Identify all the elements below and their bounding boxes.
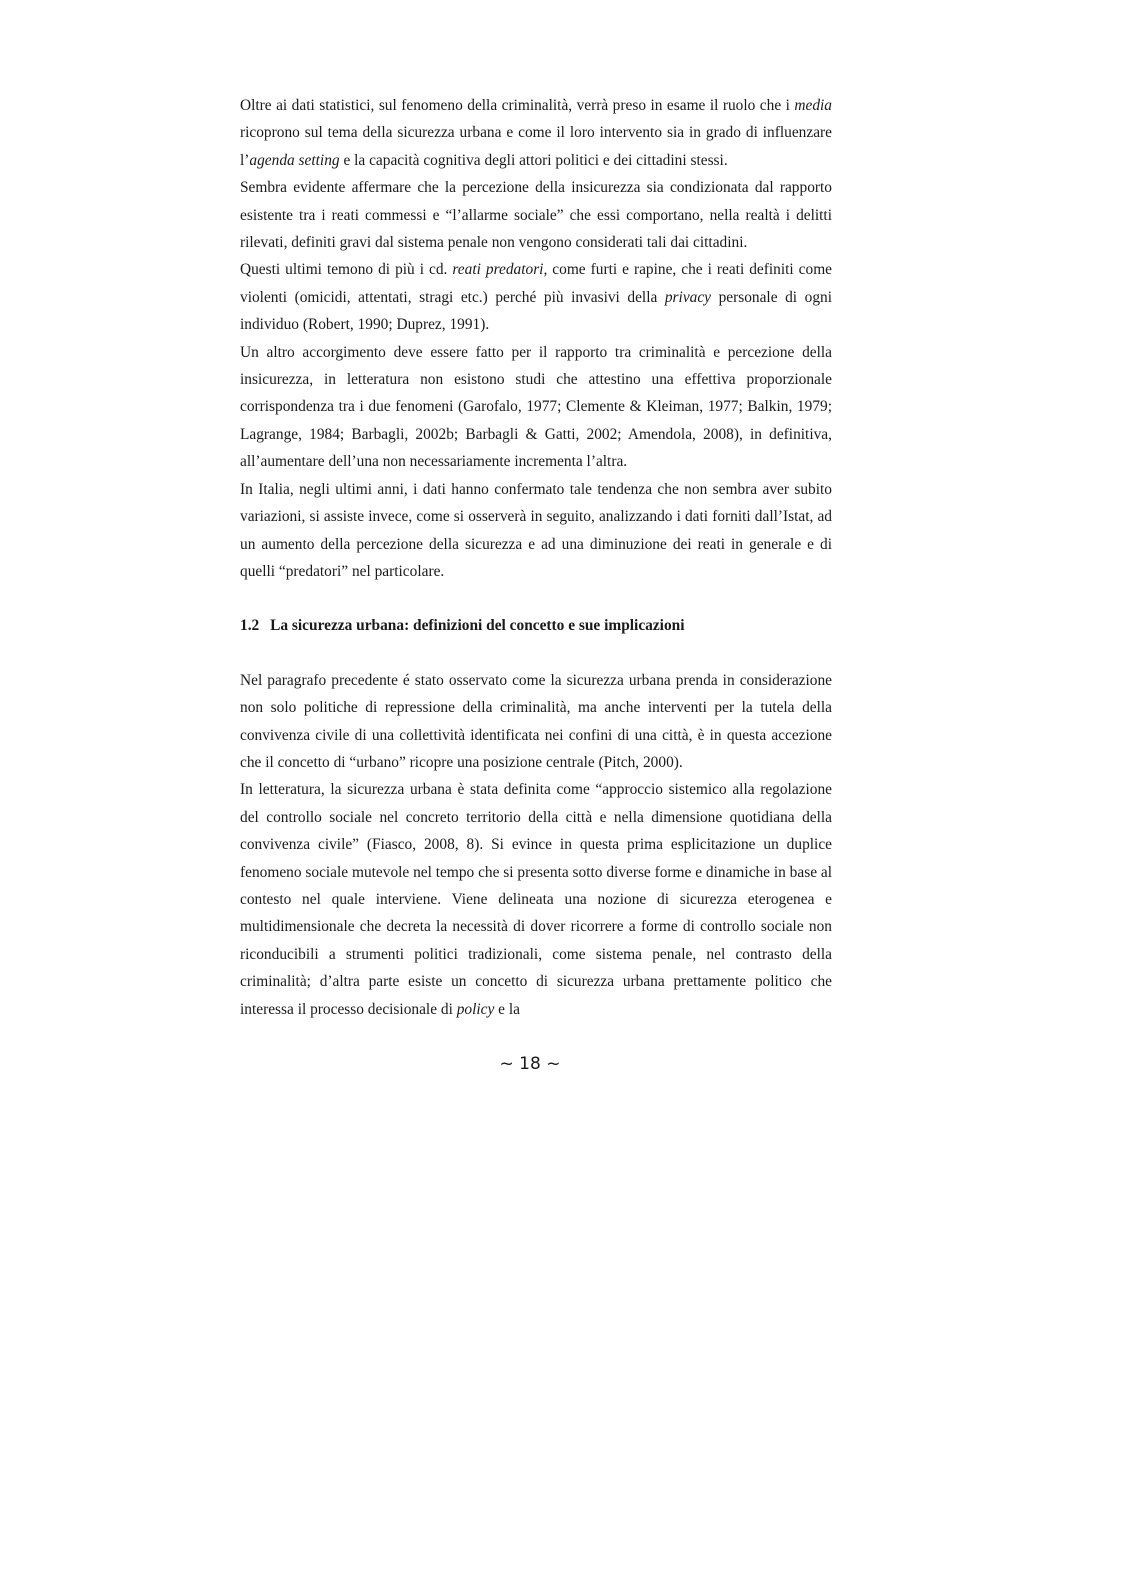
text-segment: Un altro accorgimento deve essere fatto per il rapporto tra criminalità e percezione della insicurezza, in letteratura non esistono studi che attestino una effettiva proporzionale corrispondenza tra i due fenomeni (Garofalo, 1977; Clemente & Kleiman, 1977; Balkin, 1979; Lagrange, 1984; Barbagli, 2002b; Barbagli & Gatti, 2002; Amendola, 2008), in definitiva, all’aumentare dell’una non necessariamente incrementa l’altra. (240, 343, 832, 471)
text-segment: Oltre ai dati statistici, sul fenomeno della criminalità, verrà preso in esame il ruolo che i (240, 97, 795, 114)
section-title: La sicurezza urbana: definizioni del concetto e sue implicazioni (270, 617, 685, 635)
text-segment: Sembra evidente affermare che la percezione della insicurezza sia condizionata dal rapporto esistente tra i reati commessi e “l’allarme sociale” che essi comportano, nella realtà i delitti rilevati, definiti gravi dal sistema penale non vengono considerati tali dai cittadini. (240, 179, 832, 252)
document-body (240, 92, 832, 1023)
text-segment: come furti e rapine, che i reati definiti come violenti (omicidi, attentati, stragi etc.) perché più invasivi della (240, 261, 833, 306)
paragraph (240, 92, 832, 174)
text-segment: e la (494, 1000, 520, 1018)
italic-text: agenda setting (249, 151, 340, 169)
paragraph (240, 476, 832, 586)
paragraph (240, 339, 832, 476)
paragraph (240, 667, 832, 777)
paragraph (240, 174, 832, 256)
italic-text: policy (456, 1000, 495, 1018)
section-number: 1.2 (240, 617, 260, 635)
section-paragraphs (240, 667, 832, 1023)
text-segment: In Italia, negli ultimi anni, i dati hanno confermato tale tendenza che non sembra aver subito variazioni, si assiste invece, come si osserverà in seguito, analizzando i dati forniti dall’Istat, ad un aumento della percezione della sicurezza e ad una diminuzione dei reati in generale e di quelli “predatori” nel particolare. (240, 480, 832, 580)
text-segment: In letteratura, la sicurezza urbana è stata definita come “approccio sistemico alla regolazione del controllo sociale nel concreto territorio della città e nella dimensione quotidiana della convivenza civile” (Fiasco, 2008, 8). Si evince in questa prima esplicitazione un duplice fenomeno sociale mutevole nel tempo che si presenta sotto diverse forme e dinamiche in base al contesto nel quale interviene. Viene delineata una nozione di sicurezza eterogenea e multidimensionale che decreta la necessità di dover ricorrere a forme di controllo sociale non riconducibili a strumenti politici tradizionali, come sistema penale, nel contrasto della criminalità; d’altra parte esiste un concetto di sicurezza urbana prettamente politico che interessa il processo decisionale di (240, 781, 832, 1018)
text-segment: Questi ultimi temono di più i cd. (240, 261, 453, 279)
italic-text: reati predatori, (452, 261, 548, 279)
page-number: ~ 18 ~ (499, 1054, 561, 1074)
paragraph (240, 776, 832, 1023)
italic-text: media (794, 97, 832, 114)
text-segment: personale di ogni individuo (Robert, 1990; Duprez, 1991). (240, 288, 832, 334)
text-segment: Nel paragrafo precedente é stato osservato come la sicurezza urbana prenda in considerazione non solo politiche di repressione della criminalità, ma anche interventi per la tutela della convivenza civile di una collettività identificata nei confini di una città, è in questa accezione che il concetto di “urbano” ricopre una posizione centrale (Pitch, 2000). (240, 671, 832, 771)
text-segment: e la capacità cognitiva degli attori politici e dei cittadini stessi. (339, 151, 728, 169)
intro-paragraphs (240, 92, 832, 585)
section-heading (240, 612, 832, 639)
text-segment: ricoprono sul tema della sicurezza urbana e come il loro intervento sia in grado di influenzare l’ (240, 124, 832, 169)
paragraph (240, 256, 832, 338)
italic-text: privacy (664, 288, 712, 306)
